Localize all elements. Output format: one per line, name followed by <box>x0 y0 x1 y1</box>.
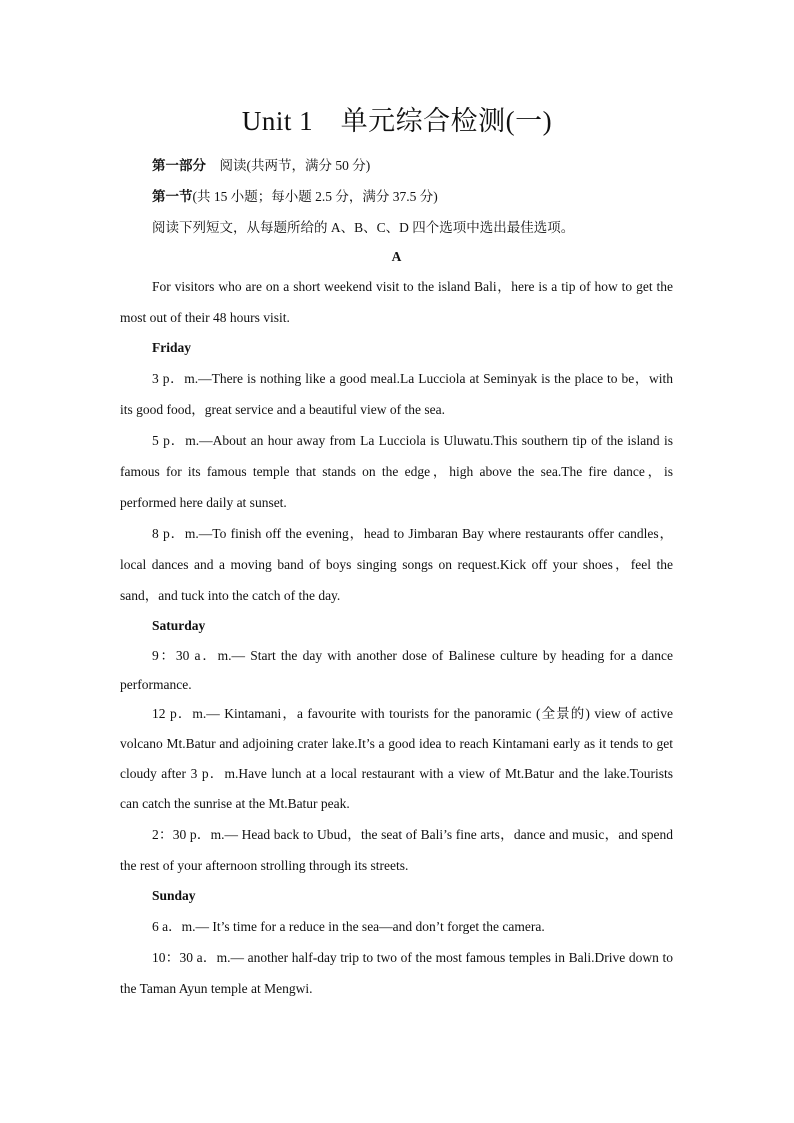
itinerary-entry: 2：30 p．m.— Head back to Ubud，the seat of Bali’s fine arts，dance and music，and spend the rest of your afternoon strolling through its streets. <box>120 827 673 873</box>
part-label: 第一部分 <box>152 158 206 173</box>
itinerary-entry: 8 p．m.—To finish off the evening，head to Jimbaran Bay where restaurants offer candles，local dances and a moving band of boys singing songs on request.Kick off your shoes，feel the sand，and tuck into the catch of the day. <box>120 526 673 603</box>
itinerary-entry: 10：30 a．m.— another half-day trip to two of the most famous temples in Bali.Drive down to the Taman Ayun temple at Mengwi. <box>120 950 673 996</box>
passage-intro: For visitors who are on a short weekend visit to the island Bali，here is a tip of how to get the most out of their 48 hours visit. <box>120 279 673 325</box>
section-label: 第一节 <box>152 189 193 204</box>
passage-label: A <box>391 249 402 264</box>
document-body <box>120 150 673 1004</box>
day-heading-friday: Friday <box>152 340 191 355</box>
day-heading-sunday: Sunday <box>152 888 196 903</box>
day-heading-saturday: Saturday <box>152 618 206 633</box>
section-heading <box>120 181 673 212</box>
itinerary-entry: 12 p．m.— Kintamani，a favourite with tourists for the panoramic (全景的) view of active volcano Mt.Batur and adjoining crater lake.It’s a good idea to reach Kintamani early as it tends to get cloudy after 3 p．m.Have lunch at a local restaurant with a view of Mt.Batur and the lake.Tourists can catch the sunrise at the Mt.Batur peak. <box>120 706 673 811</box>
part-text: 阅读(共两节，满分 50 分) <box>206 158 371 173</box>
itinerary-entry: 6 a．m.— It’s time for a reduce in the sea—and don’t forget the camera. <box>152 919 545 934</box>
page-title: Unit 1 单元综合检测(一) <box>241 106 553 136</box>
itinerary-entry: 9：30 a．m.— Start the day with another dose of Balinese culture by heading for a dance performance. <box>120 648 673 692</box>
section-text: (共 15 小题；每小题 2.5 分，满分 37.5 分) <box>192 189 438 204</box>
itinerary-entry: 5 p．m.—About an hour away from La Lucciola is Uluwatu.This southern tip of the island is famous for its famous temple that stands on the edge，high above the sea.The fire dance，is performed here daily at sunset. <box>120 433 673 510</box>
part-heading <box>120 150 673 181</box>
instruction: 阅读下列短文，从每题所给的 A、B、C、D 四个选项中选出最佳选项。 <box>152 220 575 235</box>
itinerary-entry: 3 p．m.—There is nothing like a good meal.La Lucciola at Seminyak is the place to be，with its good food，great service and a beautiful view of the sea. <box>120 371 673 417</box>
